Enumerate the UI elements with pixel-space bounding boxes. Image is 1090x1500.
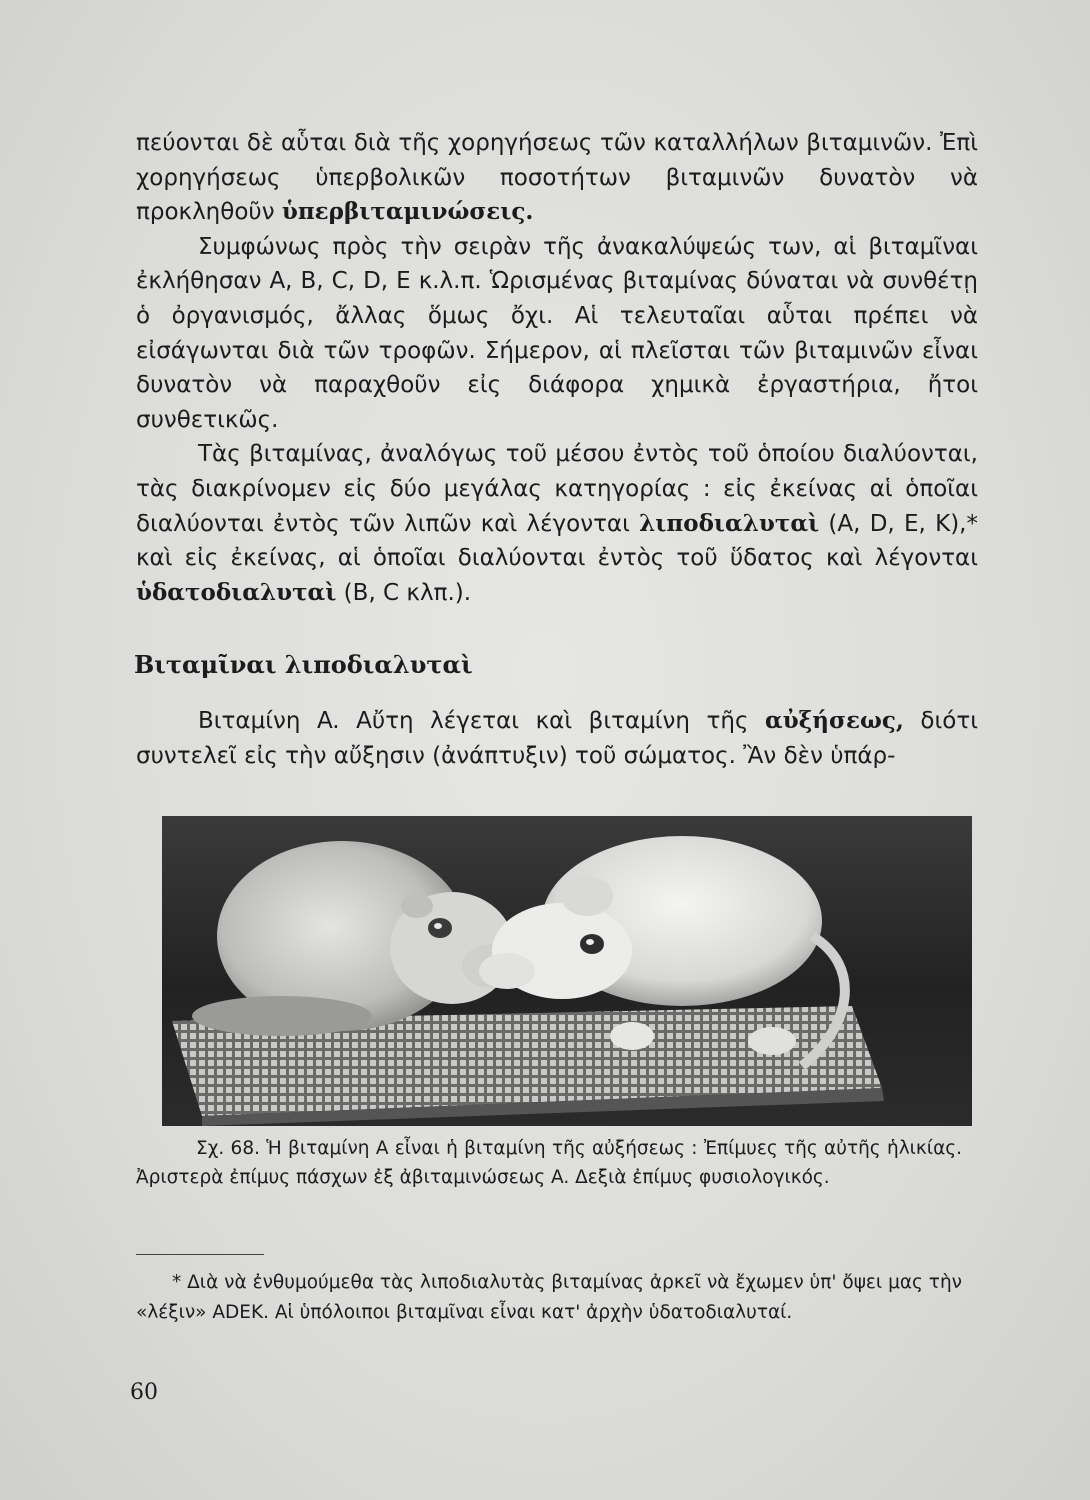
paragraph	[136, 126, 978, 230]
text-run: Βιταμίνη A. Αὔτη λέγεται καὶ βιταμίνη τῆς	[198, 708, 766, 734]
paragraph	[136, 230, 978, 438]
body-text	[136, 126, 978, 610]
left-rat	[192, 841, 522, 1036]
caption-text: Σχ. 68. Ἡ βιταμίνη A εἶναι ἡ βιταμίνη τῆς αὐξήσεως : Ἐπίμυες τῆς αὐτῆς ἡλικίας. Ἀριστερὰ ἐπίμυς πάσχων ἐξ ἀβιταμινώσεως A. Δεξιὰ ἐπίμυς φυσιολογικός.	[136, 1138, 962, 1188]
page-number: 60	[130, 1380, 158, 1405]
paragraph	[136, 704, 978, 773]
text-run: (B, C κλπ.).	[336, 579, 472, 606]
text-run: Τὰς βιταμίνας, ἀναλόγως τοῦ μέσου ἐντὸς τοῦ ὁποίου διαλύονται, τὰς διακρίνομεν εἰς δύο μεγάλας κατηγορίας : εἰς ἐκείνας αἱ ὁποῖαι διαλύονται ἐντὸς τῶν λιπῶν καὶ λέγονται	[136, 441, 978, 537]
figure-caption	[136, 1134, 962, 1192]
rats-illustration	[162, 816, 972, 1126]
paragraph	[136, 437, 978, 610]
bold-term: λιποδιαλυταὶ	[639, 509, 820, 537]
text-run: (A, D, E, K),* καὶ εἰς ἐκείνας, αἱ ὁποῖαι διαλύονται ἐντὸς τοῦ ὕδατος καὶ λέγονται	[136, 510, 978, 572]
text-run: Συμφώνως πρὸς τὴν σειρὰν τῆς ἀνακαλύψεώς των, αἱ βιταμῖναι ἐκλήθησαν A, B, C, D, E κ.λ.π. Ὡρισμένας βιταμίνας δύναται νὰ συνθέτῃ ὁ ὀργανισμός, ἄλλας ὅμως ὄχι. Αἱ τελευταῖαι αὗται πρέπει νὰ εἰσάγωνται διὰ τῶν τροφῶν. Σήμερον, αἱ πλεῖσται τῶν βιταμινῶν εἶναι δυνατὸν νὰ παραχθοῦν εἰς διάφορα χημικὰ ἐργαστήρια, ἤτοι συνθετικῶς.	[136, 233, 978, 433]
section-paragraph	[136, 704, 978, 773]
footnote-divider	[136, 1254, 264, 1255]
figure-photo-rats	[162, 816, 972, 1126]
section-heading: Βιταμῖναι λιποδιαλυταὶ	[134, 650, 473, 679]
footnote-text: * Διὰ νὰ ἐνθυμούμεθα τὰς λιποδιαλυτὰς βιταμίνας ἀρκεῖ νὰ ἔχωμεν ὑπ' ὄψει μας τὴν «λέξιν» ADEK. Αἱ ὑπόλοιποι βιταμῖναι εἶναι κατ' ἀρχὴν ὑδατοδιαλυταί.	[136, 1272, 962, 1323]
bold-term: ὑδατοδιαλυταὶ	[136, 578, 337, 606]
bold-term: αὐξήσεως,	[765, 707, 904, 734]
bold-term: ὑπερβιταμινώσεις.	[281, 198, 534, 226]
text-run: διότι συντελεῖ εἰς τὴν αὔξησιν (ἀνάπτυξιν) τοῦ σώματος. Ἂν δὲν ὑπάρ-	[136, 708, 978, 769]
text-run: πεύονται δὲ αὗται διὰ τῆς χορηγήσεως τῶν καταλλήλων βιταμινῶν. Ἐπὶ χορηγήσεως ὑπερβολικῶν ποσοτήτων βιταμινῶν δυνατὸν νὰ προκληθοῦν	[136, 130, 978, 226]
footnote	[136, 1268, 962, 1328]
